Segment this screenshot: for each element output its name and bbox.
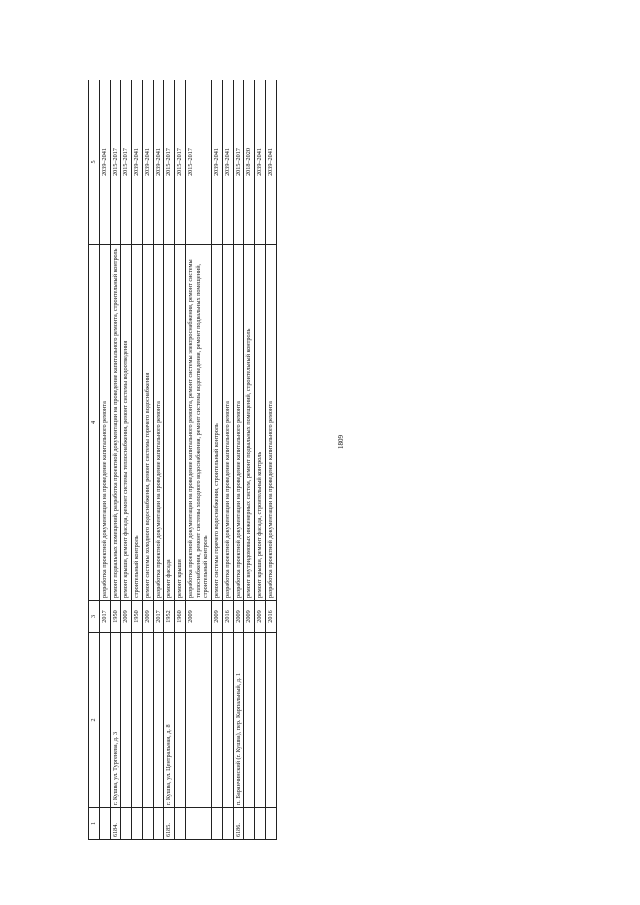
address-cell [265, 633, 276, 808]
address-cell [255, 633, 266, 808]
address-cell [121, 633, 132, 808]
year-cell: 2009 [185, 601, 211, 633]
period-cell: 2015–2017 [175, 80, 186, 245]
work-cell: ремонт системы холодного водоснабжения, ремонт системы горячего водоснабжения [142, 245, 153, 601]
row-number [121, 808, 132, 840]
period-cell: 2039–2041 [153, 80, 164, 245]
address-cell [212, 633, 223, 808]
address-cell [142, 633, 153, 808]
period-cell: 2039–2041 [132, 80, 143, 245]
table-row [244, 80, 255, 840]
table-row [265, 80, 276, 840]
year-cell: 2009 [142, 601, 153, 633]
period-cell: 2015–2017 [185, 80, 211, 245]
address-cell [222, 633, 233, 808]
address-cell [185, 633, 211, 808]
work-cell: ремонт крыши, ремонт фасада, строительный контроль [255, 245, 266, 601]
period-cell: 2015–2017 [164, 80, 175, 245]
col-header: 5 [89, 80, 100, 245]
year-cell: 2009 [255, 601, 266, 633]
row-number: 6184. [110, 808, 121, 840]
year-cell: 2016 [222, 601, 233, 633]
rotated-table-wrapper [88, 80, 553, 840]
work-cell: ремонт подвальных помещений, разработка проектной документации на проведение капитального ремонта, строительный контроль [110, 245, 121, 601]
work-cell: ремонт крыши [175, 245, 186, 601]
year-cell: 2009 [121, 601, 132, 633]
work-cell: разработка проектной документации на проведение капитального ремонта [222, 245, 233, 601]
work-cell: разработка проектной документации на проведение капитального ремонта [233, 245, 244, 601]
address-cell [132, 633, 143, 808]
row-number [222, 808, 233, 840]
period-cell: 2015–2017 [233, 80, 244, 245]
row-number [153, 808, 164, 840]
work-cell: разработка проектной документации на проведение капитального ремонта [99, 245, 110, 601]
work-cell: ремонт внутридомовых инженерных систем, ремонт подвальных помещений, строительный контроль [244, 245, 255, 601]
work-cell: разработка проектной документации на проведение капитального ремонта, ремонт системы электроснабжения, ремонт системы теплоснабжения, ремонт системы холодного водоснабжения, ремонт системы водоотведения, ремонт подвальных помещений, строительный контроль [185, 245, 211, 601]
work-cell: строительный контроль [132, 245, 143, 601]
period-cell: 2039–2041 [212, 80, 223, 245]
year-cell: 2009 [233, 601, 244, 633]
table-row [222, 80, 233, 840]
address-cell [175, 633, 186, 808]
table-row [153, 80, 164, 840]
table-row [99, 80, 110, 840]
address-cell: г. Кушва, ул. Тургенева, д. 3 [110, 633, 121, 808]
period-cell: 2015–2017 [110, 80, 121, 245]
col-header: 3 [89, 601, 100, 633]
row-number [99, 808, 110, 840]
col-header: 4 [89, 245, 100, 601]
table-row [175, 80, 186, 840]
col-header: 2 [89, 633, 100, 808]
year-cell: 2009 [244, 601, 255, 633]
page-number: 1809 [337, 435, 345, 449]
address-cell: г. Кушва, ул. Центральная, д. 8 [164, 633, 175, 808]
work-cell: ремонт фасада [164, 245, 175, 601]
period-cell: 2039–2041 [99, 80, 110, 245]
row-number [265, 808, 276, 840]
year-cell: 1950 [110, 601, 121, 633]
row-number [175, 808, 186, 840]
row-number: 6186. [233, 808, 244, 840]
year-cell: 2017 [153, 601, 164, 633]
row-number [244, 808, 255, 840]
row-number [185, 808, 211, 840]
year-cell: 1952 [164, 601, 175, 633]
table-row [185, 80, 211, 840]
row-number [132, 808, 143, 840]
row-number [212, 808, 223, 840]
period-cell: 2039–2041 [222, 80, 233, 245]
table-viewport [88, 80, 553, 840]
row-number: 6185. [164, 808, 175, 840]
period-cell: 2039–2041 [142, 80, 153, 245]
work-cell: ремонт крыши, ремонт фасада, ремонт системы теплоснабжения, ремонт системы водоотведения [121, 245, 132, 601]
table-row [212, 80, 223, 840]
address-cell [99, 633, 110, 808]
period-cell: 2015–2017 [121, 80, 132, 245]
table-row [233, 80, 244, 840]
repair-schedule-table [88, 80, 277, 840]
table-row [110, 80, 121, 840]
address-cell: п. Баранчинский (г. Кушва), пер. Карпальный, д. 1 [233, 633, 244, 808]
period-cell: 2039–2041 [265, 80, 276, 245]
work-cell: разработка проектной документации на проведение капитального ремонта [153, 245, 164, 601]
address-cell [244, 633, 255, 808]
year-cell: 2009 [212, 601, 223, 633]
table-row [164, 80, 175, 840]
row-number [255, 808, 266, 840]
header-row [89, 80, 100, 840]
table-row [255, 80, 266, 840]
year-cell: 1960 [175, 601, 186, 633]
work-cell: разработка проектной документации на проведение капитального ремонта [265, 245, 276, 601]
year-cell: 2016 [265, 601, 276, 633]
period-cell: 2039–2041 [255, 80, 266, 245]
table-row [121, 80, 132, 840]
table-row [142, 80, 153, 840]
period-cell: 2018–2020 [244, 80, 255, 245]
year-cell: 1950 [132, 601, 143, 633]
col-header: 1 [89, 808, 100, 840]
table-row [132, 80, 143, 840]
year-cell: 2017 [99, 601, 110, 633]
address-cell [153, 633, 164, 808]
row-number [142, 808, 153, 840]
work-cell: ремонт системы горячего водоснабжения, строительный контроль [212, 245, 223, 601]
